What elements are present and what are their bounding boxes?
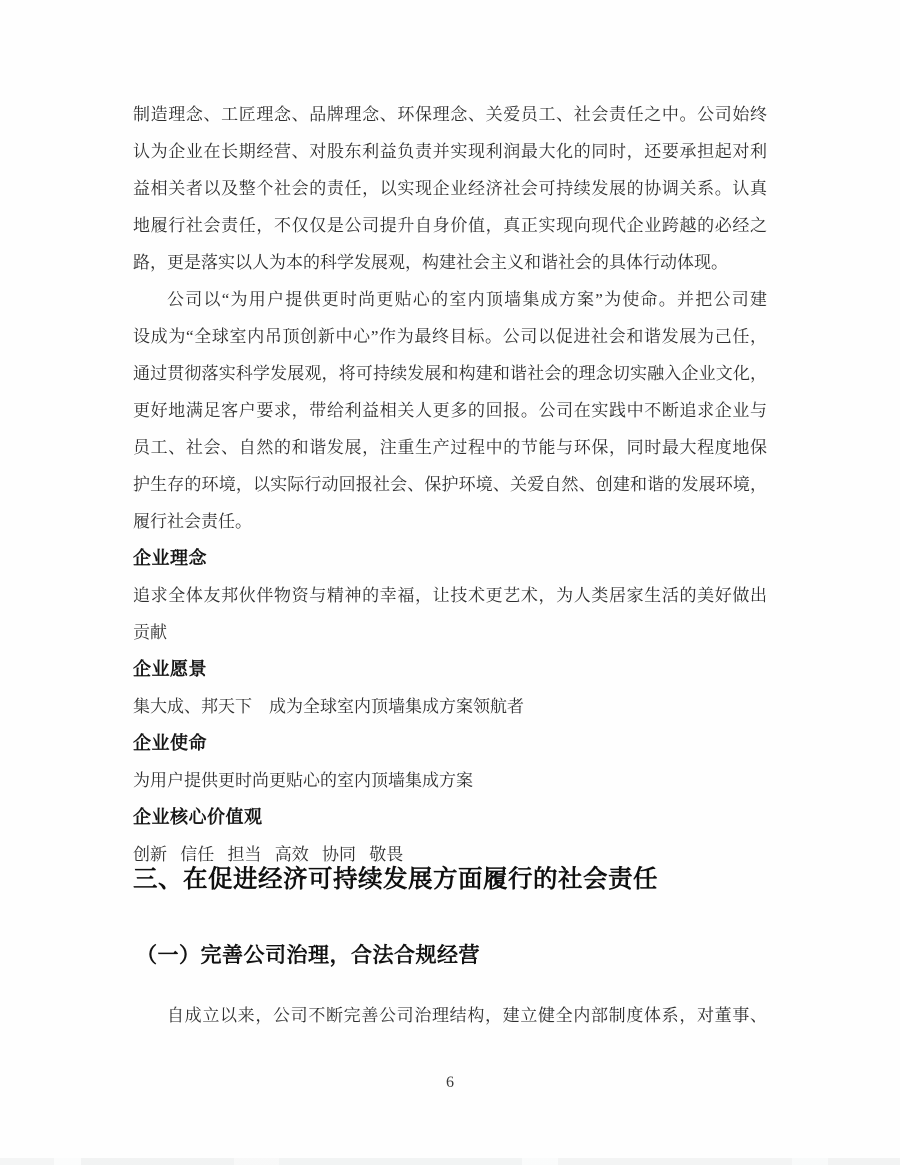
body-text-column xyxy=(133,96,767,873)
closing-paragraph-line: 自成立以来，公司不断完善公司治理结构，建立健全内部制度体系，对董事、 xyxy=(167,1006,767,1025)
paragraph-2-line: 履行社会责任。 xyxy=(133,512,252,531)
paragraph-1-line: 制造理念、工匠理念、品牌理念、环保理念、关爱员工、社会责任之中。公司始终 xyxy=(133,105,767,124)
mission-heading: 企业使命 xyxy=(133,733,207,753)
paragraph-2-line: 员工、社会、自然的和谐发展，注重生产过程中的节能与环保，同时最大程度地保 xyxy=(133,438,767,457)
mission-text-line: 为用户提供更时尚更贴心的室内顶墙集成方案 xyxy=(133,771,473,790)
subsection-heading: （一）完善公司治理，合法合规经营 xyxy=(136,944,480,967)
philosophy-heading: 企业理念 xyxy=(133,548,207,568)
paragraph-1-line: 认为企业在长期经营、对股东利益负责并实现利润最大化的同时，还要承担起对利 xyxy=(133,142,767,161)
paragraph-2-line: 护生存的环境，以实际行动回报社会、保护环境、关爱自然、创建和谐的发展环境， xyxy=(133,475,767,494)
paragraph-2-line: 设成为“全球室内吊顶创新中心”作为最终目标。公司以促进社会和谐发展为己任， xyxy=(133,327,767,346)
philosophy-text-line: 追求全体友邦伙伴物资与精神的幸福，让技术更艺术，为人类居家生活的美好做出 xyxy=(133,586,767,605)
paragraph-2-line: 通过贯彻落实科学发展观，将可持续发展和构建和谐社会的理念切实融入企业文化， xyxy=(133,364,767,383)
chapter-heading: 三、在促进经济可持续发展方面履行的社会责任 xyxy=(133,866,658,893)
paragraph-1-line: 益相关者以及整个社会的责任，以实现企业经济社会可持续发展的协调关系。认真 xyxy=(133,179,767,198)
core-values-text-line: 创新 信任 担当 高效 协同 敬畏 xyxy=(133,845,404,864)
paragraph-2-line: 更好地满足客户要求，带给利益相关人更多的回报。公司在实践中不断追求企业与 xyxy=(133,401,767,420)
core-values-heading: 企业核心价值观 xyxy=(133,807,263,827)
paragraph-1-line: 地履行社会责任，不仅仅是公司提升自身价值，真正实现向现代企业跨越的必经之 xyxy=(133,216,767,235)
page-number: 6 xyxy=(446,1074,454,1091)
closing-paragraph xyxy=(133,997,767,1034)
scan-artifact-strip xyxy=(0,1158,900,1165)
vision-text-line: 集大成、邦天下 成为全球室内顶墙集成方案领航者 xyxy=(133,697,524,716)
philosophy-text-line: 贡献 xyxy=(133,623,167,642)
vision-heading: 企业愿景 xyxy=(133,659,207,679)
paragraph-2-line: 公司以“为用户提供更时尚更贴心的室内顶墙集成方案”为使命。并把公司建 xyxy=(167,290,767,309)
paragraph-1-line: 路，更是落实以人为本的科学发展观，构建社会主义和谐社会的具体行动体现。 xyxy=(133,253,728,272)
